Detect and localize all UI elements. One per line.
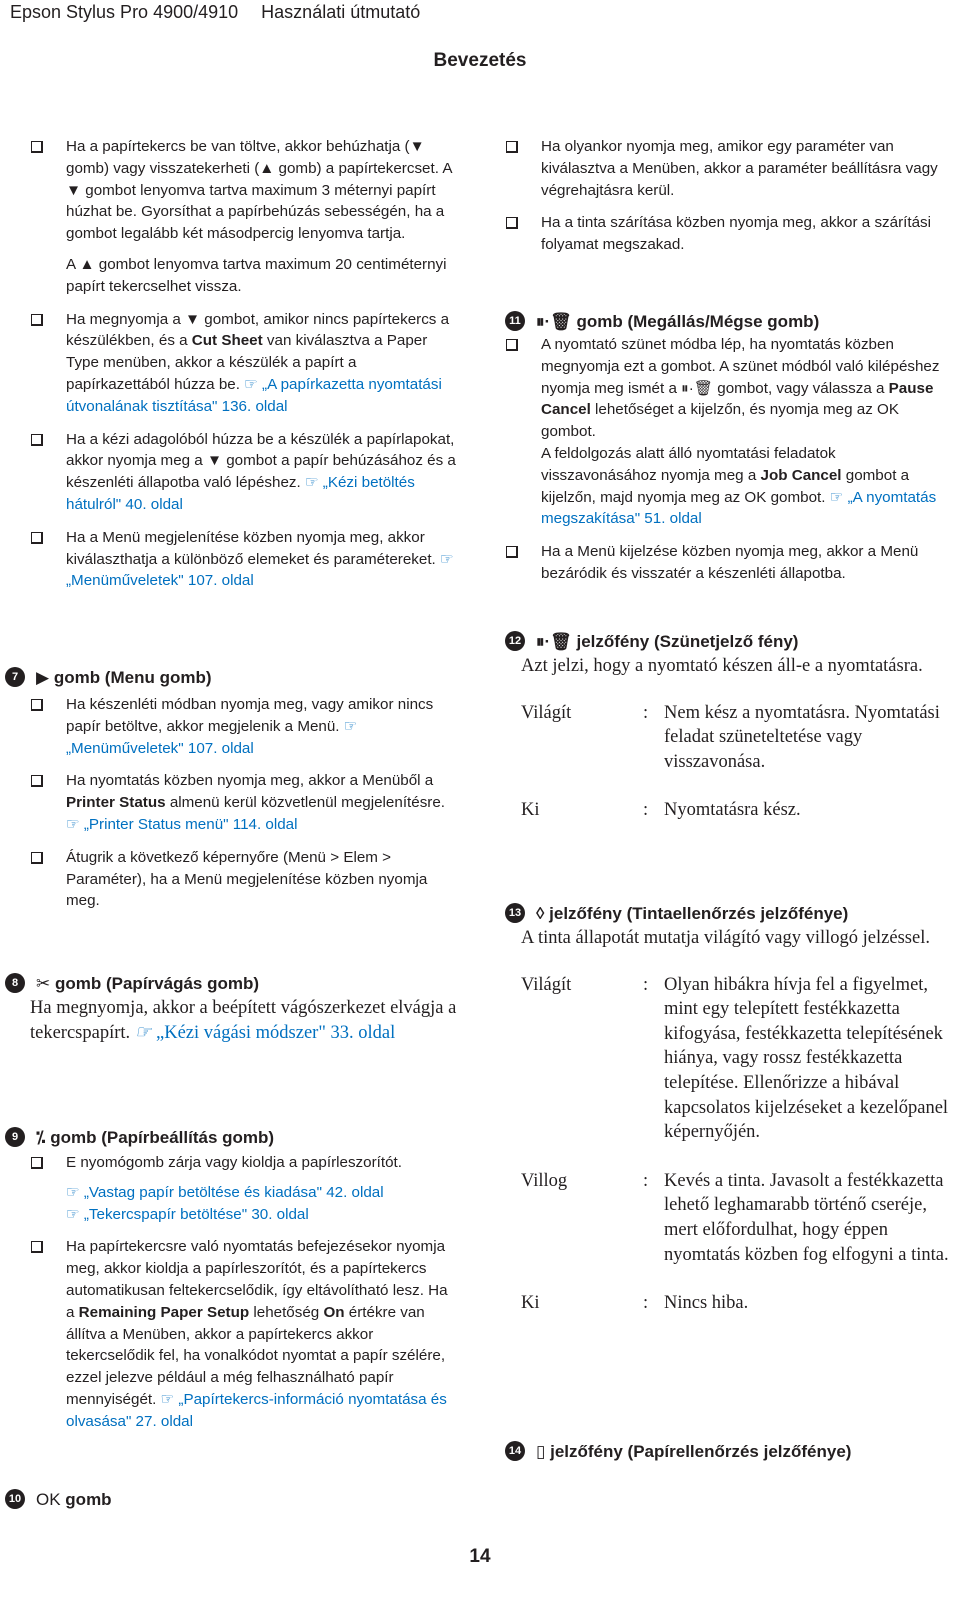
bullet-standby-menu: Ha készenléti módban nyomja meg, vagy amikor nincs papír betöltve, akkor megjelenik a Menü. ☞ „Menüműveletek" 107. oldal — [30, 694, 460, 759]
ink-drop-icon: ◊ — [536, 904, 545, 923]
link-roll-info[interactable]: „Papírtekercs-információ nyomtatása és olvasása" 27. oldal — [66, 1390, 447, 1430]
bullet-close-menu: Ha a Menü kijelzése közben nyomja meg, akkor a Menü bezáródik és visszatér a készenléti állapotba. — [505, 541, 955, 585]
pause-cancel-icon: ⏸·🗑 — [536, 312, 572, 331]
item-title: ▯ jelzőfény (Papírellenőrzés jelzőfénye) — [536, 1442, 852, 1461]
item-description: Azt jelzi, hogy a nyomtató készen áll-e a nyomtatásra. — [521, 656, 923, 676]
item-cutter-button — [5, 972, 460, 1045]
bullet-ok-parameter: Ha olyankor nyomja meg, amikor egy paraméter van kiválasztva a Menüben, akkor a paraméter beállításra vagy végrehajtásra kerül. — [505, 136, 955, 201]
item-number-badge: 12 — [505, 631, 525, 651]
right-column — [505, 136, 955, 267]
status-row: Ki : Nyomtatásra kész. — [521, 800, 801, 821]
bullet-cut-sheet: Ha megnyomja a ▼ gombot, amikor nincs papírtekercs a készülékben, és a Cut Sheet van kiválasztva a Paper Type menüben, akkor a készülék a papírt a papírkazettából húzza be. ☞ „A papírkazetta nyomtatási útvonalának tisztítása" 136. oldal — [30, 309, 460, 418]
hand-pointer-icon: ☞ — [66, 1183, 80, 1201]
link-thick-paper[interactable]: „Vastag papír betöltése és kiadása" 42. oldal — [83, 1183, 384, 1201]
item-number-badge: 14 — [505, 1441, 525, 1461]
product-name: Epson Stylus Pro 4900/4910 — [10, 2, 239, 22]
status-row: Ki : Nincs hiba. — [521, 1293, 749, 1314]
item-number-badge: 8 — [5, 973, 25, 993]
paper-release-icon: ⁒ — [36, 1128, 46, 1147]
item-pause-cancel-button — [505, 310, 955, 596]
item-number-badge: 11 — [505, 311, 525, 331]
hand-pointer-icon: ☞ — [66, 815, 80, 833]
hand-pointer-icon: ☞ — [134, 1022, 152, 1043]
item-title: ⁒ gomb (Papírbeállítás gomb) — [36, 1128, 275, 1147]
bullet-menu-navigation: Ha a Menü megjelenítése közben nyomja meg, akkor kiválaszthatja a különböző elemeket és paramétereket. ☞ „Menüműveletek" 107. oldal — [30, 527, 460, 592]
link-manual-loading[interactable]: „Kézi betöltés hátulról" 40. oldal — [66, 474, 415, 513]
pause-cancel-icon: ⏸·🗑 — [681, 379, 714, 397]
link-paper-cassette-cleaning[interactable]: „A papírkazetta nyomtatási útvonalának tisztítása" 136. oldal — [66, 375, 442, 415]
item-number-badge: 10 — [5, 1489, 25, 1509]
bullet-printer-status: Ha nyomtatás közben nyomja meg, akkor a Menüből a Printer Status almenü kerül közvetlenül megjelenítésre. ☞ „Printer Status menü" 114. oldal — [30, 770, 460, 835]
bullet-paper-clamp: E nyomógomb zárja vagy kioldja a papírleszorítót. — [30, 1152, 460, 1174]
bullet-next-screen: Átugrik a következő képernyőre (Menü > Elem > Paraméter), ha a Menü megjelenítése közben nyomja meg. — [30, 847, 460, 912]
hand-pointer-icon: ☞ — [66, 1205, 80, 1223]
item-title: ⏸·🗑 gomb (Megállás/Mégse gomb) — [536, 312, 820, 331]
hand-pointer-icon: ☞ — [304, 474, 319, 492]
item-description: A tinta állapotát mutatja világító vagy villogó jelzéssel. — [521, 928, 930, 948]
guide-name: Használati útmutató — [261, 2, 421, 22]
link-cancel-printing[interactable]: „A nyomtatás megszakítása" 51. oldal — [541, 488, 937, 528]
ref-thick-paper — [30, 1182, 460, 1204]
ok-label-icon: OK — [36, 1490, 61, 1509]
hand-pointer-icon: ☞ — [244, 375, 258, 393]
item-title: ✂ gomb (Papírvágás gomb) — [36, 974, 260, 993]
page-number: 14 — [469, 1546, 491, 1567]
bullet-roll-feed: Ha a papírtekercs be van töltve, akkor behúzhatja (▼ gomb) vagy visszatekerheti (▲ gomb) a papírtekercset. A ▼ gombot lenyomva tartva maximum 3 méternyi papírt húzhat be. Gyorsíthat a papírbehúzás sebességén, ha a gombot legalább két másodpercig lenyomva tartja. — [30, 136, 460, 245]
item-number-badge: 9 — [5, 1127, 25, 1147]
status-row: Világít : Nem kész a nyomtatásra. Nyomtatási feladat szüneteltetése vagy visszavonása. — [521, 702, 940, 772]
item-paper-check-light — [505, 1440, 955, 1464]
hand-pointer-icon: ☞ — [829, 488, 844, 506]
scissors-icon: ✂ — [36, 974, 51, 993]
item-number-badge: 7 — [5, 667, 25, 687]
item-paper-source-button — [5, 1126, 460, 1444]
item-ok-button — [5, 1488, 460, 1512]
item-title: OK gomb — [36, 1490, 112, 1509]
item-title: ▶ gomb (Menu gomb) — [36, 668, 212, 687]
item-description: Ha megnyomja, akkor a beépített vágószerkezet elvágja a tekercspapírt. ☞ „Kézi vágási módszer" 33. oldal — [30, 998, 457, 1043]
status-row: Villog : Kevés a tinta. Javasolt a festékkazetta lehető leghamarabb történő cseréje, mert előfordulhat, hogy éppen nyomtatás közben fog elfogyni a tinta. — [521, 1170, 949, 1265]
link-roll-paper-loading[interactable]: „Tekercspapír betöltése" 30. oldal — [83, 1205, 309, 1223]
item-number-badge: 13 — [505, 903, 525, 923]
hand-pointer-icon: ☞ — [160, 1390, 175, 1408]
item-menu-button — [5, 666, 460, 923]
bullet-pause-mode: A nyomtató szünet módba lép, ha nyomtatás közben megnyomja ezt a gombot. A szünet módból való kilépéshez nyomja meg ismét a ⏸·🗑 gombot, vagy válassza a Pause Cancel lehetőséget a kijelzőn, és nyomja meg az OK gombot. A feldolgozás alatt álló nyomtatási feladatok visszavonásához nyomja meg a Job Cancel gombot a kijelzőn, majd nyomja meg az OK gombot. ☞ „A nyomtatás megszakítása" 51. oldal — [505, 334, 955, 530]
link-menu-operations[interactable]: „Menüműveletek" 107. oldal — [66, 572, 254, 590]
item-title: ⏸·🗑 jelzőfény (Szünetjelző fény) — [536, 632, 799, 651]
pause-cancel-icon: ⏸·🗑 — [536, 632, 572, 651]
section-title: Bevezetés — [433, 50, 527, 71]
link-manual-cutting[interactable]: „Kézi vágási módszer" 33. oldal — [156, 1022, 396, 1043]
link-printer-status-menu[interactable]: „Printer Status menü" 114. oldal — [83, 815, 298, 833]
item-pause-light — [505, 630, 955, 823]
menu-arrow-icon: ▶ — [36, 668, 50, 687]
bullet-ok-drying: Ha a tinta szárítása közben nyomja meg, akkor a szárítási folyamat megszakad. — [505, 212, 955, 256]
bullet-roll-rewind-barcode: Ha papírtekercsre való nyomtatás befejezésekor nyomja meg, akkor kioldja a papírleszorítót, és a papírtekercs automatikusan feltekercselődik, így eltávolítható lesz. Ha a Remaining Paper Setup lehetőség On értékre van állítva a Menüben, akkor a papírtekercs akkor tekercselődik fel, ha vonalkódot nyomtat a papír szélére, ezzel jelezve például a még felhasználható papír mennyiségét. ☞ „Papírtekercs-információ nyomtatása és olvasása" 27. oldal — [30, 1236, 460, 1432]
item-ink-check-light — [505, 902, 955, 1316]
item-title: ◊ jelzőfény (Tintaellenőrzés jelzőfénye) — [536, 904, 849, 923]
bullet-roll-rewind-note: A ▲ gombot lenyomva tartva maximum 20 centiméternyi papírt tekercselhet vissza. — [66, 255, 447, 295]
running-header — [10, 2, 438, 23]
hand-pointer-icon: ☞ — [343, 717, 358, 735]
status-row: Világít : Olyan hibákra hívja fel a figyelmet, mint egy telepített festékkazetta kifogyása, festékkazetta telepítésének hiánya, vagy rossz festékkazetta telepítése. Ellenőrizze a hibával kapcsolatos kijelzéseket a kezelőpanel képernyőjén. — [521, 974, 949, 1143]
hand-pointer-icon: ☞ — [440, 550, 454, 568]
ref-roll-paper — [30, 1204, 460, 1226]
link-menu-operations-2[interactable]: „Menüműveletek" 107. oldal — [66, 739, 254, 757]
left-column — [30, 136, 460, 603]
paper-check-icon: ▯ — [536, 1442, 546, 1461]
bullet-manual-feed: Ha a kézi adagolóból húzza be a készülék a papírlapokat, akkor nyomja meg a ▼ gombot a papír behúzásához és a készenléti állapotba való lépéshez. ☞ „Kézi betöltés hátulról" 40. oldal — [30, 429, 460, 516]
